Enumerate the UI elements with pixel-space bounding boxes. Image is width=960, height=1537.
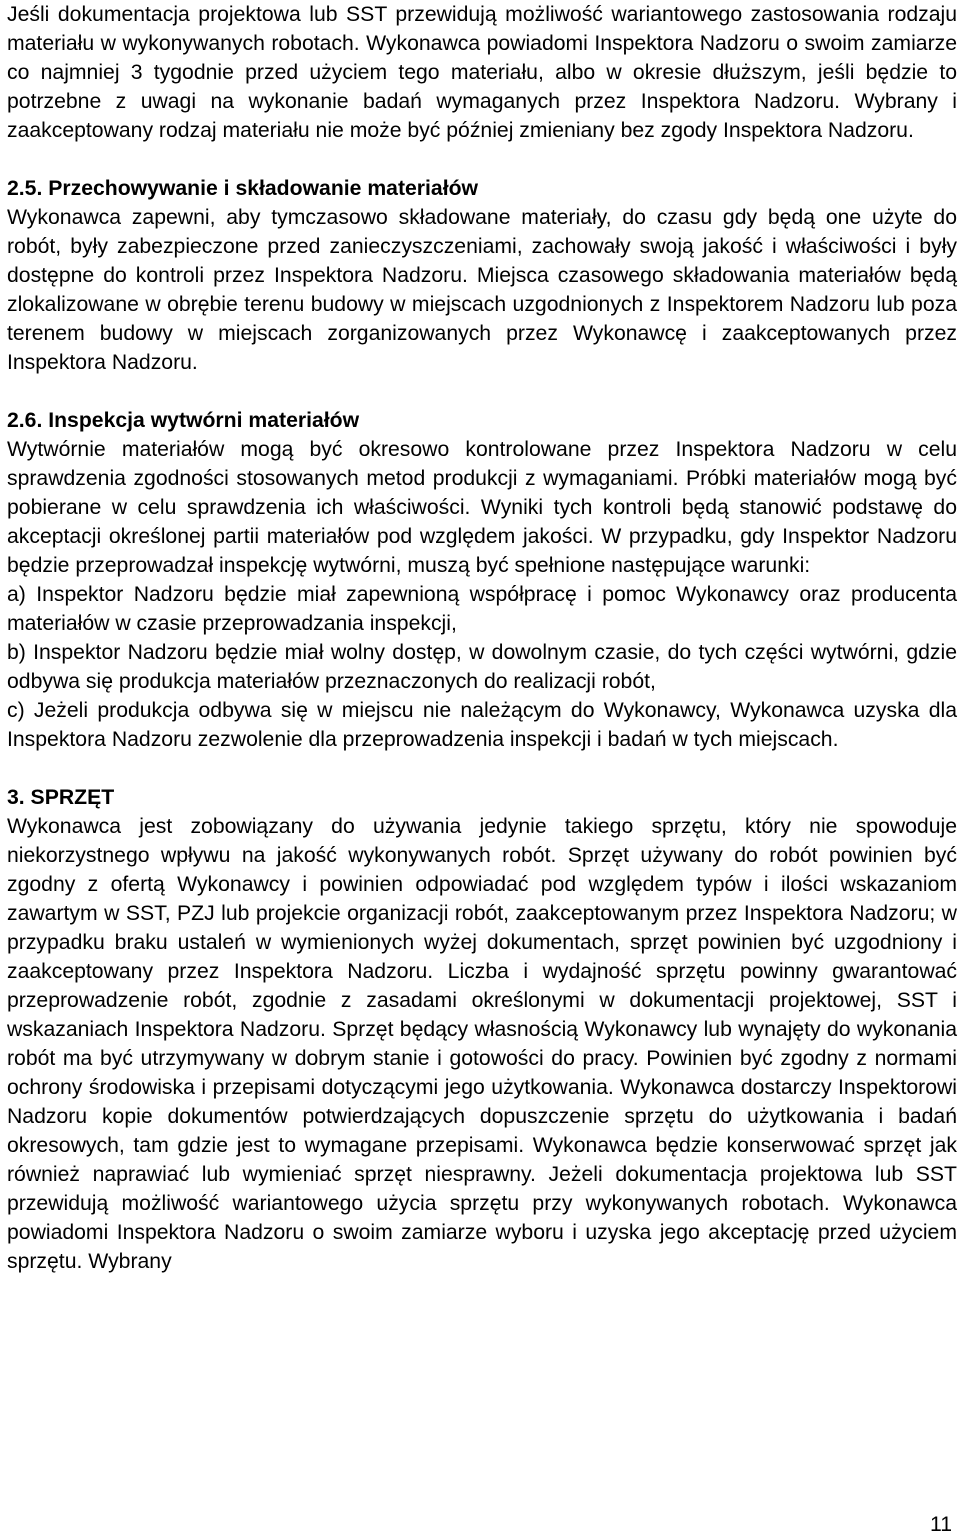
- section-2-5-paragraph: Wykonawca zapewni, aby tymczasowo składowane materiały, do czasu gdy będą one użyte do robót, były zabezpieczone przed zanieczyszczeniami, zachowały swoją jakość i właściwości i były dostępne do kontroli przez Inspektora Nadzoru. Miejsca czasowego składowania materiałów będą zlokalizowane w obrębie terenu budowy w miejscach uzgodnionych z Inspektorem Nadzoru lub poza terenem budowy w miejscach zorganizowanych przez Wykonawcę i zaakceptowanych przez Inspektora Nadzoru.: [7, 206, 957, 374]
- condition-list-item-a: a) Inspektor Nadzoru będzie miał zapewnioną współpracę i pomoc Wykonawcy oraz producenta materiałów w czasie przeprowadzania inspekcji,: [7, 583, 957, 635]
- page-number: 11: [930, 1513, 952, 1536]
- condition-list-item-b: b) Inspektor Nadzoru będzie miał wolny dostęp, w dowolnym czasie, do tych części wytwórni, gdzie odbywa się produkcja materiałów przeznaczonych do realizacji robót,: [7, 641, 957, 693]
- paragraph-spacer: [7, 145, 957, 174]
- section-2-5-heading: 2.5. Przechowywanie i składowanie materiałów: [7, 177, 479, 200]
- section-3-heading: 3. SPRZĘT: [7, 786, 115, 809]
- paragraph-spacer: [7, 377, 957, 406]
- section-2-6-paragraph: Wytwórnie materiałów mogą być okresowo kontrolowane przez Inspektora Nadzoru w celu sprawdzenia zgodności stosowanych metod produkcji z wymaganiami. Próbki materiałów mogą być pobierane w celu sprawdzenia ich właściwości. Wyniki tych kontroli będą stanowić podstawę do akceptacji określonej partii materiałów pod względem jakości. W przypadku, gdy Inspektor Nadzoru będzie przeprowadzał inspekcję wytwórni, muszą być spełnione następujące warunki:: [7, 438, 957, 577]
- section-2-6-heading: 2.6. Inspekcja wytwórni materiałów: [7, 409, 360, 432]
- condition-list-item-c: c) Jeżeli produkcja odbywa się w miejscu nie należącym do Wykonawcy, Wykonawca uzyska dla Inspektora Nadzoru zezwolenie dla przeprowadzenia inspekcji i badań w tych miejscach.: [7, 699, 957, 751]
- section-2-4-continuation-paragraph: Jeśli dokumentacja projektowa lub SST przewidują możliwość wariantowego zastosowania rodzaju materiału w wykonywanych robotach. Wykonawca powiadomi Inspektora Nadzoru o swoim zamiarze co najmniej 3 tygodnie przed użyciem tego materiału, albo w okresie dłuższym, jeśli będzie to potrzebne z uwagi na wykonanie badań wymaganych przez Inspektora Nadzoru. Wybrany i zaakceptowany rodzaj materiału nie może być później zmieniany bez zgody Inspektora Nadzoru.: [7, 3, 957, 142]
- paragraph-spacer: [7, 754, 957, 783]
- section-3-paragraph: Wykonawca jest zobowiązany do używania jedynie takiego sprzętu, który nie spowoduje niekorzystnego wpływu na jakość wykonywanych robót. Sprzęt używany do robót powinien być zgodny z ofertą Wykonawcy i powinien odpowiadać pod względem typów i ilości wskazaniom zawartym w SST, PZJ lub projekcie organizacji robót, zaakceptowanym przez Inspektora Nadzoru; w przypadku braku ustaleń w wymienionych wyżej dokumentach, sprzęt powinien być uzgodniony i zaakceptowany przez Inspektora Nadzoru. Liczba i wydajność sprzętu powinny gwarantować przeprowadzenie robót, zgodnie z zasadami określonymi w dokumentacji projektowej, SST i wskazaniach Inspektora Nadzoru. Sprzęt będący własnością Wykonawcy lub wynajęty do wykonania robót ma być utrzymywany w dobrym stanie i gotowości do pracy. Powinien być zgodny z normami ochrony środowiska i przepisami dotyczącymi jego użytkowania. Wykonawca dostarczy Inspektorowi Nadzoru kopie dokumentów potwierdzających dopuszczenie sprzętu do użytkowania i badań okresowych, tam gdzie jest to wymagane przepisami. Wykonawca będzie konserwować sprzęt jak również naprawiać lub wymieniać sprzęt niesprawny. Jeżeli dokumentacja projektowa lub SST przewidują możliwość wariantowego użycia sprzętu przy wykonywanych robotach. Wykonawca powiadomi Inspektora Nadzoru o swoim zamiarze wyboru i uzyska jego akceptację przed użyciem sprzętu. Wybrany: [7, 815, 957, 1273]
- document-page: [7, 0, 957, 1276]
